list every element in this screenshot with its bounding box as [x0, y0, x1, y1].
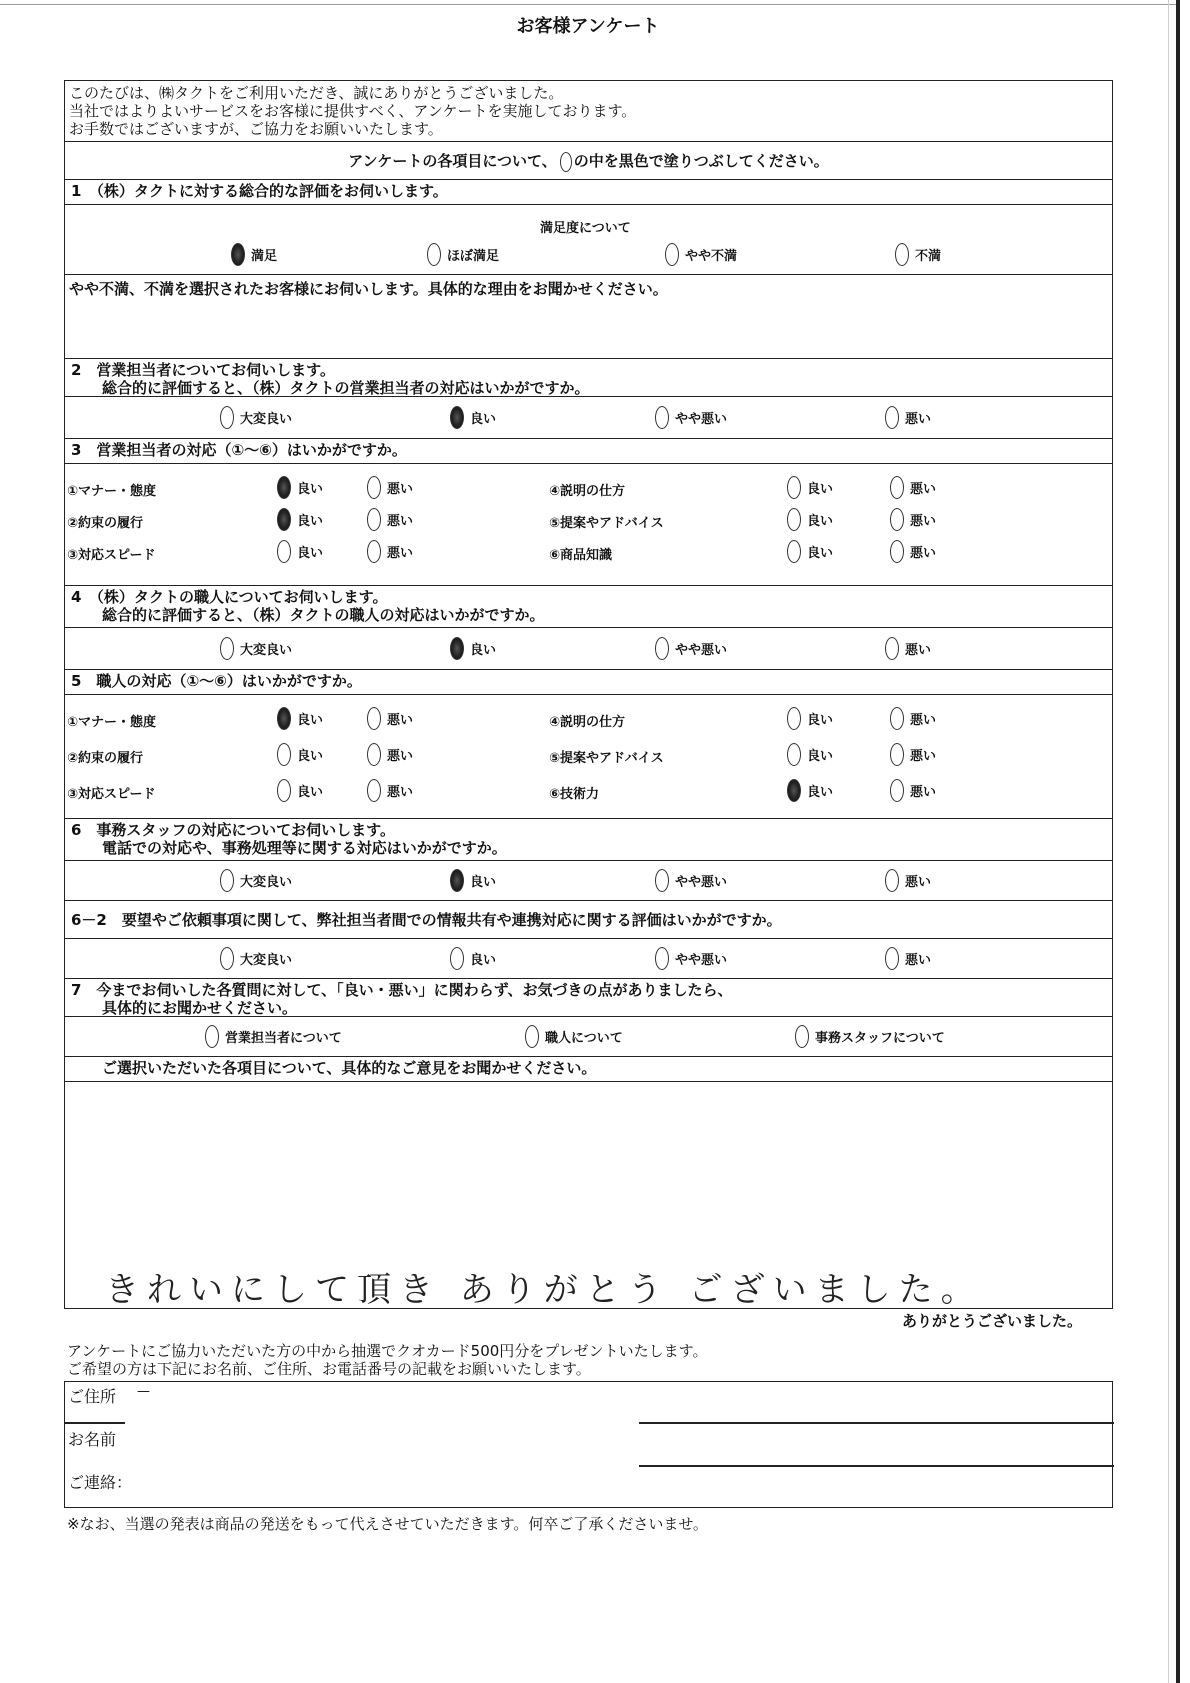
q1-option-0[interactable]: [231, 243, 277, 266]
q5-item-5-good[interactable]: [787, 779, 833, 802]
q3-item-1-good-oval[interactable]: [277, 508, 291, 531]
q3-item-label: ⑤提案やアドバイス: [549, 516, 664, 531]
q3-item-3-good[interactable]: [787, 476, 833, 499]
q5-item-2-good[interactable]: [277, 779, 323, 802]
q5-item-2-bad[interactable]: [367, 779, 413, 802]
q5-item-4-good-oval[interactable]: [787, 743, 801, 766]
q3-header: [65, 439, 1112, 464]
q5-item-2-bad-oval[interactable]: [367, 779, 381, 802]
q1-option-label: ほぼ満足: [447, 249, 500, 264]
q1-option-label: やや不満: [685, 249, 738, 264]
q3-item-2-good[interactable]: [277, 540, 323, 563]
q5-item-1-good-oval[interactable]: [277, 743, 291, 766]
good-label: 良い: [297, 785, 324, 800]
q4-header: [65, 586, 1112, 628]
q6-2-option-label: 良い: [470, 953, 497, 968]
q3-item-4-good[interactable]: [787, 508, 833, 531]
q6-option-2[interactable]: [655, 869, 727, 892]
lottery-notice: [67, 1342, 708, 1378]
bad-label: 悪い: [910, 482, 937, 497]
q1-options-row: [65, 205, 1112, 275]
q3-item-2-bad-oval[interactable]: [367, 540, 381, 563]
q3-item-4-bad[interactable]: [890, 508, 936, 531]
survey-form: [64, 80, 1113, 1309]
q2-option-0[interactable]: [220, 406, 292, 429]
q6-header: [65, 819, 1112, 861]
q6-option-label: 良い: [470, 875, 497, 890]
q6-2-option-label: やや悪い: [675, 953, 728, 968]
q7-oval-1[interactable]: [525, 1025, 539, 1048]
q4-line-1: 4 （株）タクトの職人についてお伺いします。: [71, 588, 388, 606]
contact-box: [64, 1381, 1113, 1508]
q4-option-label: 良い: [470, 643, 497, 658]
q1-reason-label: やや不満、不満を選択されたお客様にお伺いします。具体的な理由をお聞かせください。: [69, 280, 668, 298]
good-label: 良い: [297, 514, 324, 529]
q6-2-oval-2[interactable]: [655, 947, 669, 970]
q4-oval-0[interactable]: [220, 637, 234, 660]
q3-title: 3 営業担当者の対応（①～⑥）はいかがですか。: [71, 441, 407, 459]
q5-grid: [65, 695, 1112, 819]
q6-2-header: [65, 901, 1112, 939]
q7-option-label: 事務スタッフについて: [815, 1031, 945, 1046]
bad-label: 悪い: [910, 749, 937, 764]
q3-item-1-bad-oval[interactable]: [367, 508, 381, 531]
good-label: 良い: [297, 482, 324, 497]
q2-oval-1[interactable]: [450, 406, 464, 429]
q7-option-0[interactable]: [205, 1025, 342, 1048]
good-label: 良い: [807, 749, 834, 764]
q7-opinion-label: ご選択いただいた各項目について、具体的なご意見をお聞かせください。: [102, 1059, 597, 1077]
q3-item-3-bad[interactable]: [890, 476, 936, 499]
q1-oval-3[interactable]: [895, 243, 909, 266]
q2-option-2[interactable]: [655, 406, 727, 429]
q4-oval-1[interactable]: [450, 637, 464, 660]
q6-option-3[interactable]: [885, 869, 931, 892]
q5-item-4-bad[interactable]: [890, 743, 936, 766]
q2-option-label: 悪い: [905, 412, 932, 427]
handwritten-comment: きれいにして頂き ありがとう ございました。: [105, 1270, 983, 1310]
q6-2-title: 6－2 要望やご依頼事項に関して、弊社担当者間での情報共有や連携対応に関する評価はいかがですか。: [71, 911, 782, 929]
q2-option-label: やや悪い: [675, 412, 728, 427]
q6-line-2: 電話での対応や、事務処理等に関する対応はいかがですか。: [102, 839, 507, 857]
bad-label: 悪い: [910, 785, 937, 800]
q3-item-0-good[interactable]: [277, 476, 323, 499]
q6-2-oval-0[interactable]: [220, 947, 234, 970]
good-label: 良い: [807, 713, 834, 728]
q3-item-label: ⑥商品知識: [549, 548, 613, 563]
q7-options-row: [65, 1017, 1112, 1057]
q1-option-3[interactable]: [895, 243, 941, 266]
q1-oval-2[interactable]: [665, 243, 679, 266]
scan-right-shadow: [1168, 0, 1169, 1683]
q6-line-1: 6 事務スタッフの対応についてお伺いします。: [71, 821, 395, 839]
instruction-row: [65, 142, 1112, 180]
instruction-text-before: アンケートの各項目について、: [348, 152, 557, 170]
q6-option-label: 悪い: [905, 875, 932, 890]
q7-header: [65, 979, 1112, 1017]
intro-section: [65, 81, 1112, 142]
q7-oval-0[interactable]: [205, 1025, 219, 1048]
intro-line-2: 当社ではよりよいサービスをお客様に提供すべく、アンケートを実施しております。: [69, 102, 637, 120]
intro-line-3: お手数ではございますが、ご協力をお願いいたします。: [69, 120, 443, 138]
q5-item-0-bad[interactable]: [367, 707, 413, 730]
q5-item-5-good-oval[interactable]: [787, 779, 801, 802]
q6-oval-2[interactable]: [655, 869, 669, 892]
q5-item-3-good-oval[interactable]: [787, 707, 801, 730]
q4-oval-2[interactable]: [655, 637, 669, 660]
q6-2-option-label: 大変良い: [240, 953, 293, 968]
q6-option-label: 大変良い: [240, 875, 293, 890]
bad-label: 悪い: [910, 546, 937, 561]
q4-option-label: 悪い: [905, 643, 932, 658]
good-label: 良い: [807, 514, 834, 529]
q3-item-5-bad-oval[interactable]: [890, 540, 904, 563]
q2-option-1[interactable]: [450, 406, 496, 429]
q4-option-3[interactable]: [885, 637, 931, 660]
q3-item-1-bad[interactable]: [367, 508, 413, 531]
q2-option-3[interactable]: [885, 406, 931, 429]
q6-option-0[interactable]: [220, 869, 292, 892]
q2-oval-3[interactable]: [885, 406, 899, 429]
name-field[interactable]: [639, 1465, 1114, 1467]
q6-oval-0[interactable]: [220, 869, 234, 892]
scan-right-edge: [1176, 0, 1180, 1683]
q5-header: [65, 670, 1112, 695]
q1-option-label: 不満: [915, 249, 942, 264]
q6-oval-3[interactable]: [885, 869, 899, 892]
phone-label: ご連絡：: [68, 1473, 133, 1492]
q7-option-2[interactable]: [795, 1025, 945, 1048]
address-field[interactable]: [639, 1422, 1114, 1424]
good-label: 良い: [807, 546, 834, 561]
q5-item-label: ⑤提案やアドバイス: [549, 751, 664, 766]
q4-options-row: [65, 628, 1112, 670]
q6-2-option-2[interactable]: [655, 947, 727, 970]
bad-label: 悪い: [387, 785, 414, 800]
q5-item-label: ①マナー・態度: [67, 715, 157, 730]
address-label: ご住所: [68, 1387, 117, 1406]
q5-item-1-bad-oval[interactable]: [367, 743, 381, 766]
q6-2-option-0[interactable]: [220, 947, 292, 970]
oval-example-icon: [560, 152, 572, 172]
q5-item-5-bad-oval[interactable]: [890, 779, 904, 802]
q1-option-label: 満足: [251, 249, 278, 264]
q7-oval-2[interactable]: [795, 1025, 809, 1048]
q2-oval-2[interactable]: [655, 406, 669, 429]
q3-item-1-good[interactable]: [277, 508, 323, 531]
scan-top-edge: [0, 4, 1176, 5]
q3-item-label: ②約束の履行: [67, 516, 144, 531]
q2-oval-0[interactable]: [220, 406, 234, 429]
q3-item-0-bad-oval[interactable]: [367, 476, 381, 499]
q5-item-label: ④説明の仕方: [549, 715, 626, 730]
q5-item-1-good[interactable]: [277, 743, 323, 766]
good-label: 良い: [297, 749, 324, 764]
q5-item-label: ②約束の履行: [67, 751, 144, 766]
lottery-line-2: ご希望の方は下記にお名前、ご住所、お電話番号の記載をお願いいたします。: [67, 1360, 591, 1378]
q1-oval-0[interactable]: [231, 243, 245, 266]
intro-line-1: このたびは、㈱タクトをご利用いただき、誠にありがとうございました。: [69, 84, 564, 102]
q5-item-3-bad-oval[interactable]: [890, 707, 904, 730]
q1-option-2[interactable]: [665, 243, 737, 266]
q5-item-0-good-oval[interactable]: [277, 707, 291, 730]
q4-oval-3[interactable]: [885, 637, 899, 660]
q3-item-0-bad[interactable]: [367, 476, 413, 499]
q6-option-1[interactable]: [450, 869, 496, 892]
q1-oval-1[interactable]: [427, 243, 441, 266]
good-label: 良い: [807, 785, 834, 800]
q3-item-2-good-oval[interactable]: [277, 540, 291, 563]
q7-line-2: 具体的にお聞かせください。: [102, 999, 298, 1017]
q6-option-label: やや悪い: [675, 875, 728, 890]
q3-item-2-bad[interactable]: [367, 540, 413, 563]
q1-header: [65, 180, 1112, 205]
q2-line-2: 総合的に評価すると、（株）タクトの営業担当者の対応はいかがですか。: [102, 379, 590, 397]
q5-item-3-bad[interactable]: [890, 707, 936, 730]
q5-item-2-good-oval[interactable]: [277, 779, 291, 802]
q4-line-2: 総合的に評価すると、（株）タクトの職人の対応はいかがですか。: [102, 606, 545, 624]
good-label: 良い: [297, 713, 324, 728]
q5-item-3-good[interactable]: [787, 707, 833, 730]
q2-option-label: 良い: [470, 412, 497, 427]
q4-option-1[interactable]: [450, 637, 496, 660]
bad-label: 悪い: [387, 482, 414, 497]
q7-option-label: 営業担当者について: [225, 1031, 342, 1046]
q7-option-1[interactable]: [525, 1025, 623, 1048]
q5-item-label: ③対応スピード: [67, 787, 156, 802]
q4-option-0[interactable]: [220, 637, 292, 660]
q1-sub-label: 満足度について: [540, 221, 631, 236]
q3-item-3-good-oval[interactable]: [787, 476, 801, 499]
bad-label: 悪い: [387, 514, 414, 529]
page-title: お客様アンケート: [516, 16, 660, 37]
good-label: 良い: [297, 546, 324, 561]
q6-2-options-row: [65, 939, 1112, 979]
q3-item-5-bad[interactable]: [890, 540, 936, 563]
q3-item-4-good-oval[interactable]: [787, 508, 801, 531]
q5-item-4-good[interactable]: [787, 743, 833, 766]
q5-item-0-good[interactable]: [277, 707, 323, 730]
q7-opinion-header: [65, 1057, 1112, 1082]
q5-item-4-bad-oval[interactable]: [890, 743, 904, 766]
q6-2-option-3[interactable]: [885, 947, 931, 970]
good-label: 良い: [807, 482, 834, 497]
bad-label: 悪い: [387, 546, 414, 561]
q4-option-label: やや悪い: [675, 643, 728, 658]
bad-label: 悪い: [910, 514, 937, 529]
footnote: ※なお、当選の発表は商品の発送をもって代えさせていただきます。何卒ご了承くださいませ。: [67, 1515, 708, 1533]
q3-item-5-good-oval[interactable]: [787, 540, 801, 563]
q5-title: 5 職人の対応（①～⑥）はいかがですか。: [71, 672, 362, 690]
q2-line-1: 2 営業担当者についてお伺いします。: [71, 361, 335, 379]
q3-item-label: ③対応スピード: [67, 548, 156, 563]
q3-item-label: ④説明の仕方: [549, 484, 626, 499]
bad-label: 悪い: [910, 713, 937, 728]
q3-item-label: ①マナー・態度: [67, 484, 157, 499]
thank-you-text: ありがとうございました。: [902, 1312, 1083, 1330]
address-mark: —: [137, 1384, 150, 1399]
q3-item-5-good[interactable]: [787, 540, 833, 563]
q5-item-5-bad[interactable]: [890, 779, 936, 802]
q6-2-option-1[interactable]: [450, 947, 496, 970]
q1-title: 1 （株）タクトに対する総合的な評価をお伺いします。: [71, 182, 448, 200]
q2-option-label: 大変良い: [240, 412, 293, 427]
q4-option-2[interactable]: [655, 637, 727, 660]
q6-oval-1[interactable]: [450, 869, 464, 892]
q3-item-0-good-oval[interactable]: [277, 476, 291, 499]
q3-grid: [65, 464, 1112, 586]
q4-option-label: 大変良い: [240, 643, 293, 658]
q5-item-1-bad[interactable]: [367, 743, 413, 766]
q2-options-row: [65, 397, 1112, 439]
q3-item-4-bad-oval[interactable]: [890, 508, 904, 531]
q6-2-oval-3[interactable]: [885, 947, 899, 970]
q7-line-1: 7 今までお伺いした各質問に対して、「良い・悪い」に関わらず、お気づきの点がありましたら、: [71, 981, 733, 999]
q1-reason-area[interactable]: [65, 275, 1112, 359]
q2-header: [65, 359, 1112, 397]
bad-label: 悪い: [387, 713, 414, 728]
q6-2-option-label: 悪い: [905, 953, 932, 968]
q1-option-1[interactable]: [427, 243, 499, 266]
q6-2-oval-1[interactable]: [450, 947, 464, 970]
lottery-line-1: アンケートにご協力いただいた方の中から抽選でクオカード500円分をプレゼントいたします。: [67, 1342, 708, 1360]
q3-item-3-bad-oval[interactable]: [890, 476, 904, 499]
q7-opinion-area[interactable]: [65, 1082, 1112, 1310]
q7-option-label: 職人について: [545, 1031, 623, 1046]
q5-item-label: ⑥技術力: [549, 787, 600, 802]
bad-label: 悪い: [387, 749, 414, 764]
q5-item-0-bad-oval[interactable]: [367, 707, 381, 730]
instruction-text-after: の中を黒色で塗りつぶしてください。: [573, 152, 829, 170]
q6-options-row: [65, 861, 1112, 901]
address-underline-left: [65, 1422, 125, 1424]
name-label: お名前: [68, 1430, 117, 1449]
